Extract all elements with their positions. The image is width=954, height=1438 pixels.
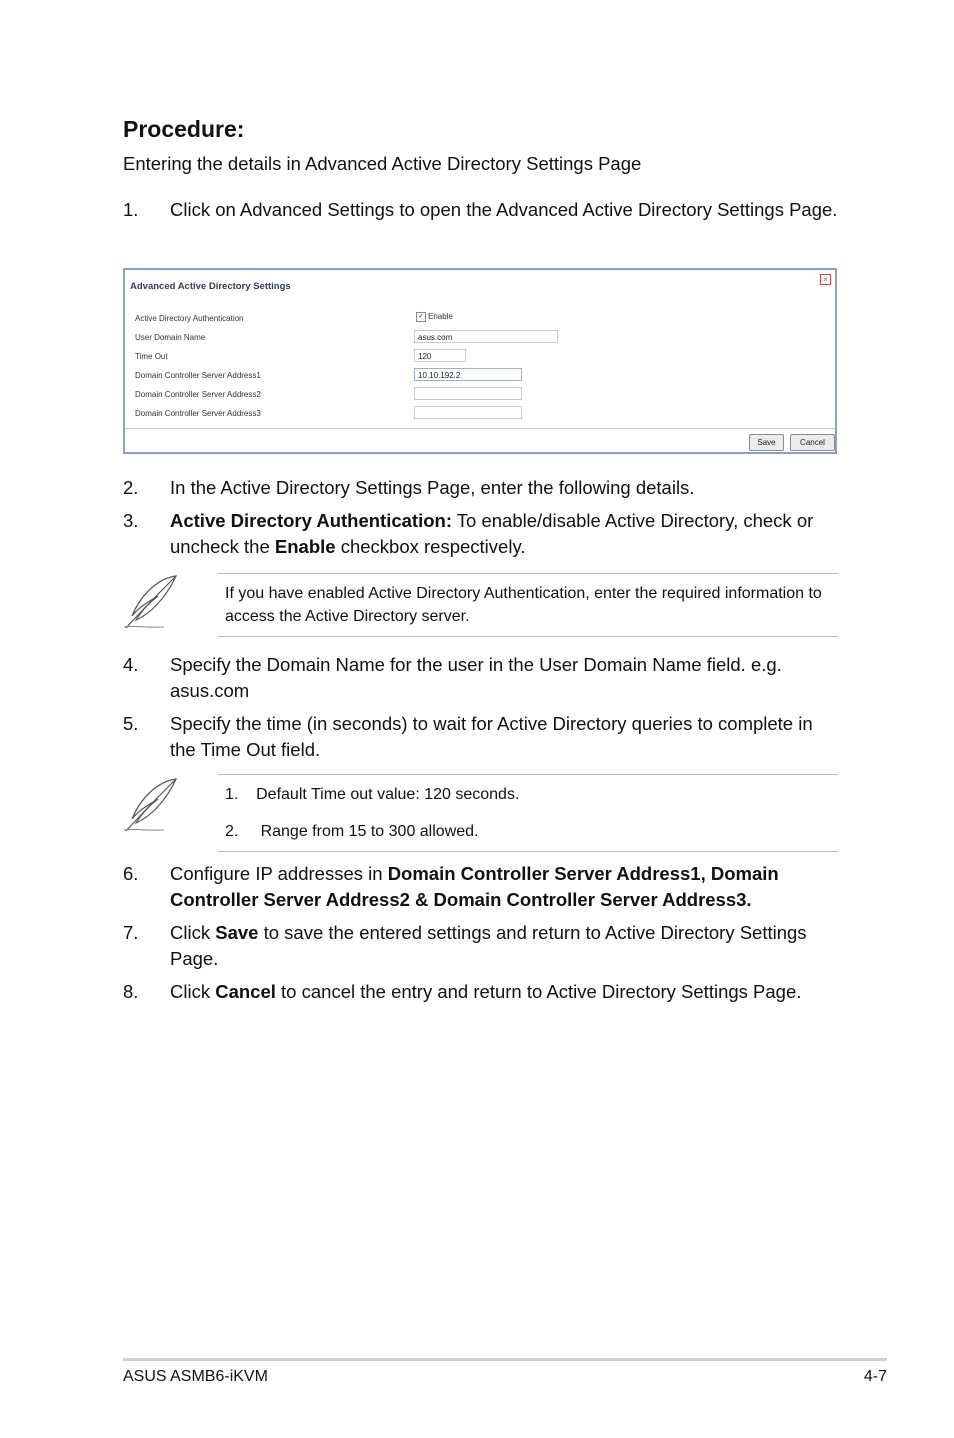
dialog-title: Advanced Active Directory Settings	[130, 281, 291, 292]
step-4	[123, 652, 843, 704]
step-number: 5.	[123, 713, 139, 734]
step-bold: Cancel	[215, 981, 276, 1002]
step-number: 7.	[123, 922, 139, 943]
label-address2: Domain Controller Server Address2	[135, 390, 261, 399]
procedure-intro: Entering the details in Advanced Active Directory Settings Page	[123, 153, 642, 174]
note-text: If you have enabled Active Directory Authentication, enter the required information to access the Active Directory server.	[225, 585, 822, 625]
step-text-part: Click	[170, 922, 216, 943]
step-text	[170, 861, 843, 913]
address1-input[interactable]: 10.10.192.2	[414, 368, 522, 381]
step-text	[170, 979, 863, 1005]
note-item: 1. Default Time out value: 120 seconds.	[225, 786, 520, 803]
label-domain-name: User Domain Name	[135, 333, 206, 342]
step-text-part: To enable/disable Active Directory, check or uncheck the	[170, 510, 814, 557]
step-5	[123, 711, 843, 763]
close-icon[interactable]: ×	[820, 274, 831, 285]
note-divider	[218, 774, 838, 775]
checkbox-check-icon: ✓	[416, 312, 426, 322]
enable-checkbox[interactable]	[416, 312, 453, 322]
note-item: 2. Range from 15 to 300 allowed.	[225, 823, 479, 840]
note-divider	[218, 636, 838, 637]
domain-name-input[interactable]: asus.com	[414, 330, 558, 343]
dialog-body	[125, 300, 835, 429]
feather-note-icon	[120, 572, 182, 634]
enable-label: Enable	[428, 312, 453, 322]
dialog-titlebar	[125, 270, 835, 300]
feather-note-icon	[120, 775, 182, 837]
label-ad-auth: Active Directory Authentication	[135, 314, 244, 323]
save-button[interactable]: Save	[749, 434, 784, 451]
step-text-part: to cancel the entry and return to Active Directory Settings Page.	[275, 981, 802, 1002]
step-bold: Save	[215, 922, 259, 943]
address3-input[interactable]	[414, 406, 522, 419]
label-timeout: Time Out	[135, 352, 168, 361]
step-text	[170, 920, 843, 972]
step-bold: Enable	[274, 536, 336, 557]
note-divider	[218, 851, 838, 852]
step-number: 4.	[123, 654, 139, 675]
step-number: 8.	[123, 981, 139, 1002]
step-text-part: Click	[170, 981, 216, 1002]
step-7	[123, 920, 843, 972]
step-number: 6.	[123, 863, 139, 884]
step-8	[123, 979, 863, 1005]
step-text: Specify the Domain Name for the user in the User Domain Name field. e.g. asus.com	[170, 654, 782, 701]
timeout-input[interactable]: 120	[414, 349, 466, 362]
step-text	[170, 508, 843, 560]
cancel-button[interactable]: Cancel	[790, 434, 835, 451]
step-number: 2.	[123, 477, 139, 498]
note-divider	[218, 573, 838, 574]
address2-input[interactable]	[414, 387, 522, 400]
footer-product-name: ASUS ASMB6-iKVM	[123, 1368, 268, 1385]
step-number: 3.	[123, 510, 139, 531]
footer-page-number: 4-7	[863, 1368, 887, 1385]
label-address1: Domain Controller Server Address1	[135, 371, 261, 380]
advanced-ad-settings-dialog	[123, 268, 837, 454]
step-text-part: Configure IP addresses in	[170, 863, 388, 884]
step-text-part: to save the entered settings and return to Active Directory Settings Page.	[170, 922, 807, 969]
step-1	[123, 197, 843, 223]
step-bold: Domain Controller Server Address1, Domain Controller Server Address2 & Domain Controller Server Address3.	[170, 863, 779, 910]
step-text: Specify the time (in seconds) to wait for Active Directory queries to complete in the Time Out field.	[170, 713, 813, 760]
step-bold: Active Directory Authentication:	[170, 510, 452, 531]
step-2	[123, 475, 843, 501]
step-text: In the Active Directory Settings Page, enter the following details.	[170, 477, 695, 498]
procedure-heading: Procedure:	[123, 116, 245, 142]
step-text-part: checkbox respectively.	[335, 536, 526, 557]
step-3	[123, 508, 843, 560]
step-text: Click on Advanced Settings to open the Advanced Active Directory Settings Page.	[170, 199, 838, 220]
step-number: 1.	[123, 199, 139, 220]
footer-divider	[123, 1358, 887, 1361]
step-6	[123, 861, 843, 913]
label-address3: Domain Controller Server Address3	[135, 409, 261, 418]
